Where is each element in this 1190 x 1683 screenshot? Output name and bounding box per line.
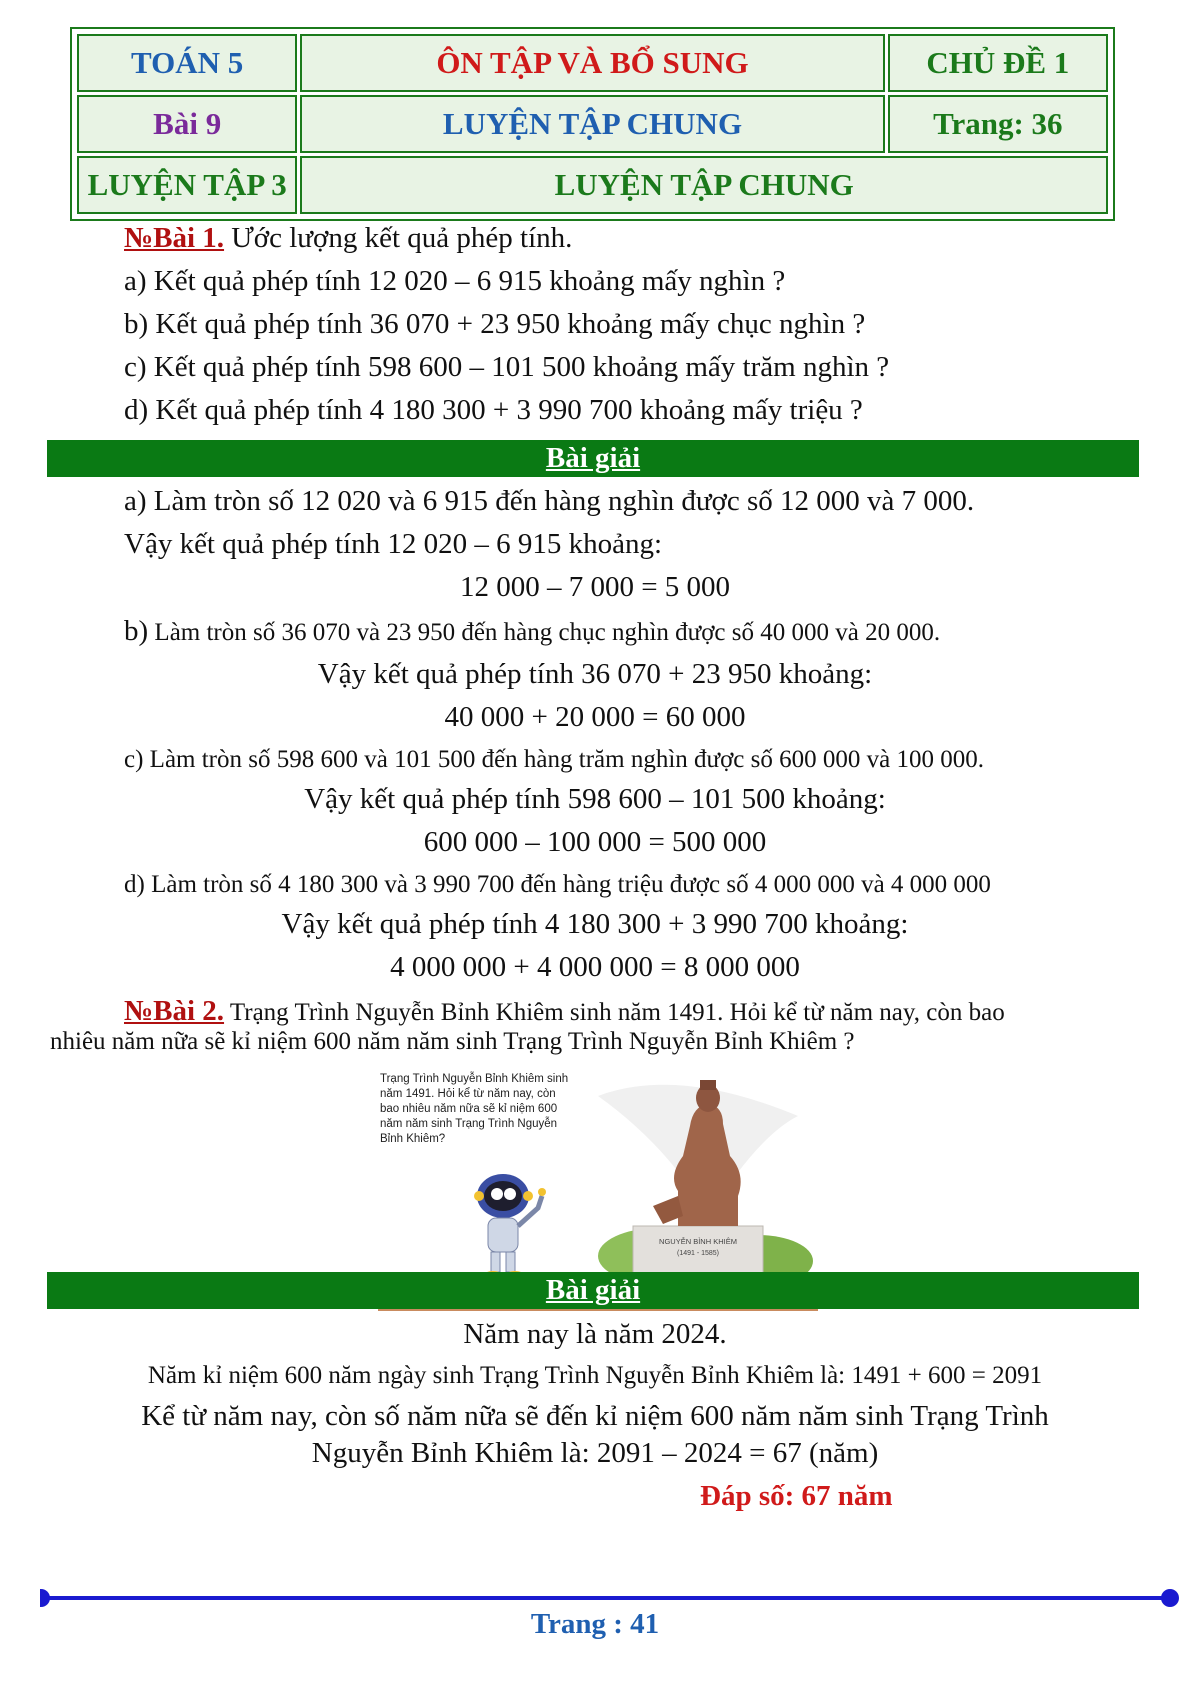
bai2-label: №Bài 2. [124,995,225,1027]
illustration-caption: Trạng Trình Nguyễn Bỉnh Khiêm sinh năm 1491. Hỏi kể từ năm nay, còn bao nhiêu năm nữa sẽ kỉ niệm 600 năm năm sinh Trạng Trình Nguyễn Bỉnh Khiêm? [380,1073,569,1145]
bai1-question-a: a) Kết quả phép tính 12 020 – 6 915 khoảng mấy nghìn ? [124,265,786,297]
subject-cell: TOÁN 5 [77,34,297,92]
bai2-prompt-1: Trạng Trình Nguyễn Bỉnh Khiêm sinh năm 1491. Hỏi kể từ năm nay, còn bao [224,999,1005,1026]
solution-title-2: Bài giải [545,1274,641,1306]
sol-d-line1: d) Làm tròn số 4 180 300 và 3 990 700 đến hàng triệu được số 4 000 000 và 4 000 000 [124,871,991,898]
bai2-solution-bar [47,1272,1139,1309]
chapter-cell: ÔN TẬP VÀ BỔ SUNG [300,34,884,92]
page-number: Trang : 41 [530,1608,660,1640]
lesson-title-cell: LUYỆN TẬP CHUNG [300,95,884,153]
lesson-cell: Bài 9 [77,95,297,153]
sol-a-line2: Vậy kết quả phép tính 12 020 – 6 915 khoảng: [124,528,663,560]
bai2-prompt-2: nhiêu năm nữa sẽ kỉ niệm 600 năm năm sinh Trạng Trình Nguyễn Bỉnh Khiêm ? [50,1028,855,1055]
page-ref-cell: Trang: 36 [888,95,1108,153]
bai1-prompt: Ước lượng kết quả phép tính. [224,222,573,254]
plaque-years: (1491 - 1585) [676,1250,720,1257]
bai2-solution-line3: Kể từ năm nay, còn số năm nữa sẽ đến kỉ niệm 600 năm năm sinh Trạng Trình [141,1400,1049,1432]
bai2-solution-line2: Năm kỉ niệm 600 năm ngày sinh Trạng Trình Nguyễn Bỉnh Khiêm là: 1491 + 600 = 2091 [147,1362,1043,1389]
bai1-solution-bar [47,440,1139,477]
sol-c-line2: Vậy kết quả phép tính 598 600 – 101 500 khoảng: [304,783,886,815]
sol-c-result: 600 000 – 100 000 = 500 000 [423,826,767,858]
exercise-title-cell: LUYỆN TẬP CHUNG [300,156,1108,214]
plaque-name: NGUYỄN BỈNH KHIÊM [659,1237,737,1246]
topic-cell: CHỦ ĐỀ 1 [888,34,1108,92]
sol-b-text: Làm tròn số 36 070 và 23 950 đến hàng chục nghìn được số 40 000 và 20 000. [148,619,941,646]
exercise-cell: LUYỆN TẬP 3 [77,156,297,214]
bai2-solution-line4: Nguyễn Bỉnh Khiêm là: 2091 – 2024 = 67 (năm) [311,1437,879,1469]
sol-d-line2: Vậy kết quả phép tính 4 180 300 + 3 990 700 khoảng: [281,908,909,940]
bai1-question-c: c) Kết quả phép tính 598 600 – 101 500 khoảng mấy trăm nghìn ? [124,351,890,383]
bai1-question-d: d) Kết quả phép tính 4 180 300 + 3 990 700 khoảng mấy triệu ? [124,394,863,426]
bai2-heading [124,995,1005,1028]
footer-divider [40,1587,1180,1609]
sol-b-result: 40 000 + 20 000 = 60 000 [444,701,746,733]
bai1-label: №Bài 1. [124,222,225,254]
bai1-heading [124,222,572,255]
sol-b-prefix: b) [124,615,149,647]
sol-a-result: 12 000 – 7 000 = 5 000 [459,571,731,603]
solution-title: Bài giải [545,442,641,474]
bai1-question-b: b) Kết quả phép tính 36 070 + 23 950 khoảng mấy chục nghìn ? [124,308,866,340]
sol-b-line1 [124,615,940,648]
sol-d-result: 4 000 000 + 4 000 000 = 8 000 000 [390,951,800,983]
header-table [70,27,1115,221]
sol-b-line2: Vậy kết quả phép tính 36 070 + 23 950 khoảng: [317,658,873,690]
bai2-answer: Đáp số: 67 năm [700,1480,893,1512]
bai2-solution-line1: Năm nay là năm 2024. [463,1318,727,1350]
sol-a-line1: a) Làm tròn số 12 020 và 6 915 đến hàng nghìn được số 12 000 và 7 000. [124,485,975,517]
sol-c-line1: c) Làm tròn số 598 600 và 101 500 đến hàng trăm nghìn được số 600 000 và 100 000. [124,746,984,773]
